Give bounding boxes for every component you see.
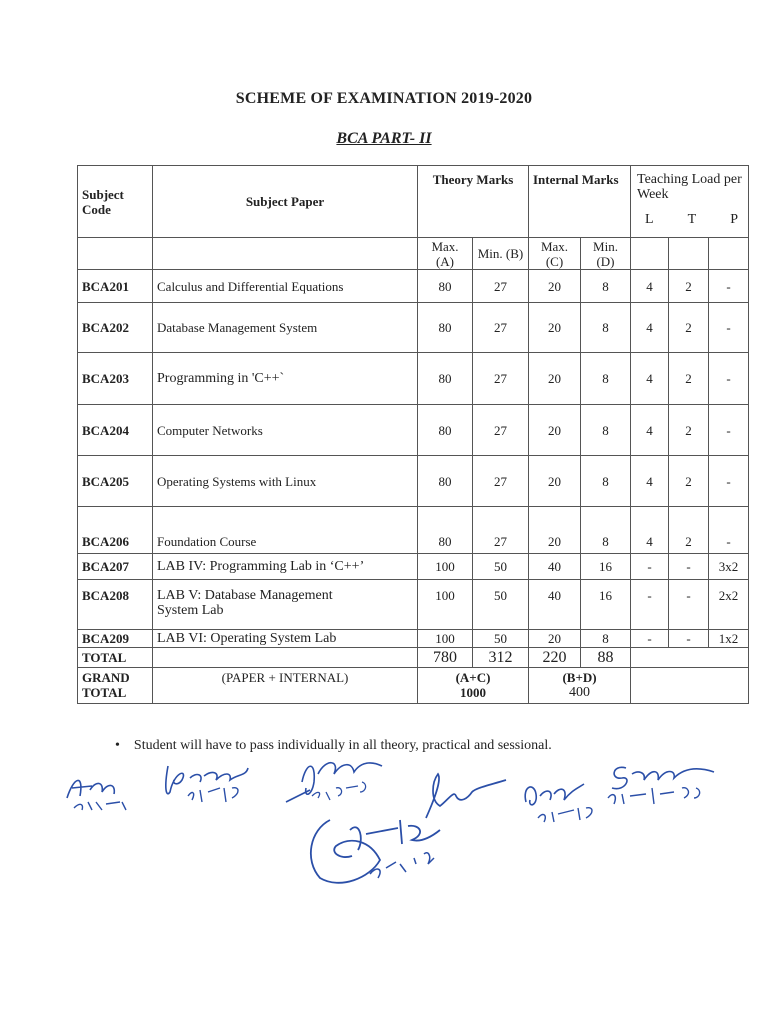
total-min-b: 312	[473, 648, 529, 668]
max-a: 80	[418, 456, 473, 507]
load-p: 3x2	[709, 554, 749, 580]
subject-code: BCA201	[78, 270, 153, 303]
signature-7	[602, 758, 732, 818]
load-l: -	[631, 554, 669, 580]
max-c: 40	[529, 580, 581, 630]
min-b: 27	[473, 507, 529, 554]
total-label: TOTAL	[78, 648, 153, 668]
internal-formula: (B+D)	[562, 670, 597, 685]
subject-code: BCA205	[78, 456, 153, 507]
subject-paper: Programming in 'C++`	[153, 353, 418, 405]
load-t: 2	[669, 507, 709, 554]
total-max-c: 220	[529, 648, 581, 668]
subject-code: BCA208	[78, 580, 153, 630]
max-a: 100	[418, 630, 473, 648]
header-internal-marks: Internal Marks	[529, 166, 631, 238]
max-c: 20	[529, 405, 581, 456]
scheme-table	[77, 165, 749, 704]
min-d: 8	[581, 353, 631, 405]
min-b: 27	[473, 303, 529, 353]
max-a: 80	[418, 270, 473, 303]
min-d: 8	[581, 456, 631, 507]
total-max-a: 780	[418, 648, 473, 668]
min-d: 8	[581, 630, 631, 648]
document-subtitle: BCA PART- II	[336, 130, 432, 147]
min-b: 50	[473, 580, 529, 630]
max-c: 20	[529, 270, 581, 303]
load-l: 4	[631, 270, 669, 303]
min-d: 8	[581, 303, 631, 353]
max-c: 20	[529, 456, 581, 507]
subject-code: BCA204	[78, 405, 153, 456]
grand-total-internal	[529, 668, 631, 704]
theory-formula: (A+C)	[455, 670, 491, 685]
load-p: -	[709, 405, 749, 456]
min-b: 50	[473, 630, 529, 648]
load-t: 2	[669, 353, 709, 405]
subheader-max-c: Max. (C)	[529, 238, 581, 270]
header-row	[78, 166, 749, 238]
table-row	[78, 580, 749, 630]
max-c: 20	[529, 630, 581, 648]
load-p: 1x2	[709, 630, 749, 648]
table-row	[78, 456, 749, 507]
subject-code: BCA202	[78, 303, 153, 353]
subheader-max-a: Max. (A)	[418, 238, 473, 270]
load-t: 2	[669, 270, 709, 303]
min-d: 16	[581, 580, 631, 630]
table-row	[78, 270, 749, 303]
theory-value: 1000	[460, 685, 486, 700]
load-l: 4	[631, 303, 669, 353]
signature-1	[62, 768, 142, 818]
bullet-icon: •	[115, 738, 120, 753]
load-t: -	[669, 580, 709, 630]
max-a: 80	[418, 405, 473, 456]
max-a: 80	[418, 507, 473, 554]
load-p: -	[709, 270, 749, 303]
ltp-labels	[637, 212, 744, 227]
min-b: 27	[473, 270, 529, 303]
table-row	[78, 554, 749, 580]
subject-paper: LAB IV: Programming Lab in ‘C++’	[153, 554, 418, 580]
min-d: 16	[581, 554, 631, 580]
load-t: 2	[669, 303, 709, 353]
total-min-d: 88	[581, 648, 631, 668]
subject-code: BCA203	[78, 353, 153, 405]
min-b: 27	[473, 456, 529, 507]
load-t: 2	[669, 405, 709, 456]
grand-total-theory	[418, 668, 529, 704]
header-theory-marks: Theory Marks	[418, 166, 529, 238]
label-t: T	[687, 212, 697, 227]
load-l: -	[631, 630, 669, 648]
max-a: 80	[418, 353, 473, 405]
min-b: 27	[473, 353, 529, 405]
load-p: -	[709, 456, 749, 507]
max-c: 20	[529, 353, 581, 405]
min-b: 27	[473, 405, 529, 456]
total-row	[78, 648, 749, 668]
header-teaching-load	[631, 166, 749, 238]
signature-5	[300, 800, 460, 895]
min-d: 8	[581, 507, 631, 554]
load-t: -	[669, 630, 709, 648]
subheader-min-d: Min. (D)	[581, 238, 631, 270]
max-c: 20	[529, 507, 581, 554]
table-row	[78, 353, 749, 405]
min-d: 8	[581, 270, 631, 303]
pass-note-text: Student will have to pass individually in all theory, practical and sessional.	[133, 738, 552, 753]
load-p: -	[709, 303, 749, 353]
signature-7-mark	[602, 758, 732, 813]
subject-paper: Foundation Course	[153, 507, 418, 554]
load-t: -	[669, 554, 709, 580]
grand-total-paper: (PAPER + INTERNAL)	[153, 668, 418, 704]
signature-5-mark	[300, 800, 460, 890]
subheader-row	[78, 238, 749, 270]
load-l: 4	[631, 405, 669, 456]
min-d: 8	[581, 405, 631, 456]
subject-paper: Computer Networks	[153, 405, 418, 456]
load-l: 4	[631, 353, 669, 405]
load-p: -	[709, 353, 749, 405]
max-a: 80	[418, 303, 473, 353]
label-p: P	[730, 212, 738, 227]
subject-paper: Database Management System	[153, 303, 418, 353]
signature-6	[520, 778, 610, 833]
table-row	[78, 405, 749, 456]
subject-paper: LAB VI: Operating System Lab	[153, 630, 418, 648]
subject-paper: Calculus and Differential Equations	[153, 270, 418, 303]
max-a: 100	[418, 554, 473, 580]
signature-1-mark	[62, 768, 142, 813]
label-l: L	[645, 212, 654, 227]
header-subject-paper: Subject Paper	[153, 166, 418, 238]
table-row	[78, 303, 749, 353]
load-p: 2x2	[709, 580, 749, 630]
subject-code: BCA207	[78, 554, 153, 580]
signature-2-mark	[160, 758, 260, 808]
subject-code: BCA209	[78, 630, 153, 648]
teaching-load-label: Teaching Load per Week	[637, 172, 742, 202]
subject-paper: Operating Systems with Linux	[153, 456, 418, 507]
grand-total-label: GRAND TOTAL	[78, 668, 153, 704]
load-l: 4	[631, 507, 669, 554]
grand-total-row	[78, 668, 749, 704]
document-title: SCHEME OF EXAMINATION 2019-2020	[235, 90, 533, 107]
max-c: 20	[529, 303, 581, 353]
min-b: 50	[473, 554, 529, 580]
max-a: 100	[418, 580, 473, 630]
table-row	[78, 507, 749, 554]
load-l: -	[631, 580, 669, 630]
subheader-min-b: Min. (B)	[473, 238, 529, 270]
signature-2	[160, 758, 260, 813]
header-subject-code: Subject Code	[78, 166, 153, 238]
internal-value: 400	[569, 685, 590, 700]
table-row	[78, 630, 749, 648]
load-l: 4	[631, 456, 669, 507]
load-p: -	[709, 507, 749, 554]
load-t: 2	[669, 456, 709, 507]
signature-6-mark	[520, 778, 610, 828]
subject-paper: LAB V: Database Management System Lab	[153, 580, 418, 630]
subject-code: BCA206	[78, 507, 153, 554]
max-c: 40	[529, 554, 581, 580]
